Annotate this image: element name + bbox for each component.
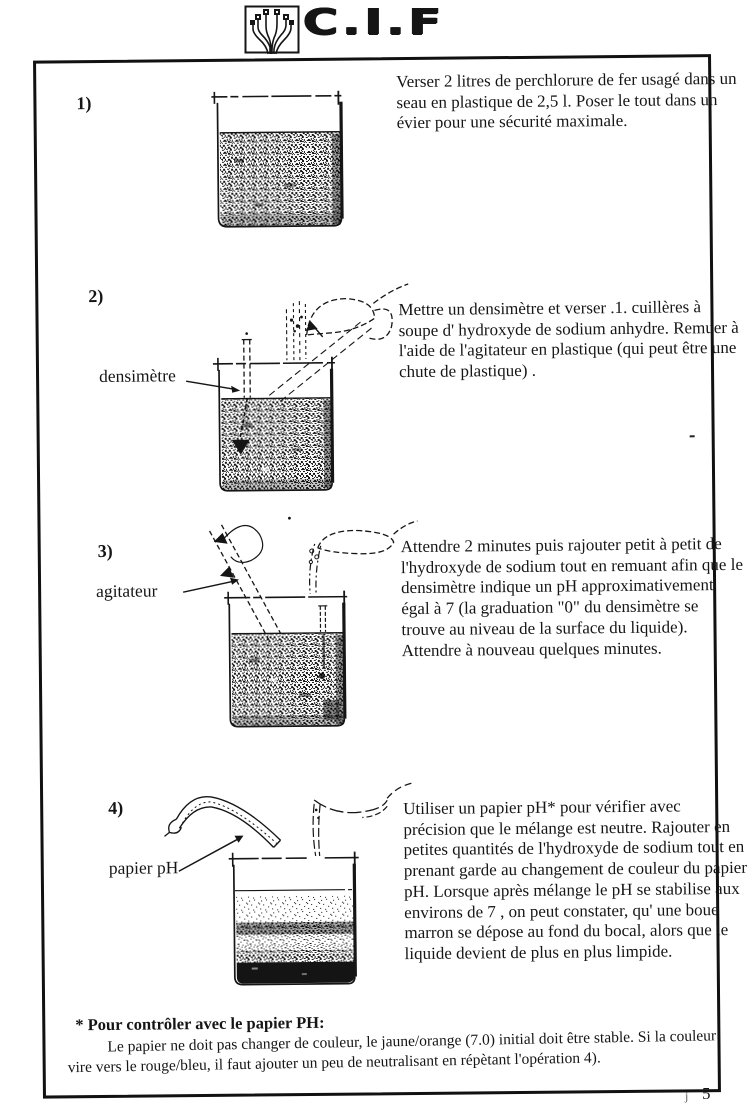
settling-liquid-layers	[235, 890, 355, 984]
cif-logo-text: C.I.F	[303, 1, 446, 43]
step-2-number: 2)	[88, 285, 104, 307]
spoon-icon	[288, 516, 418, 555]
densimeter-label-arrow	[186, 381, 240, 394]
spoon-icon	[306, 284, 409, 340]
step-2-mixing-illustration	[90, 272, 412, 505]
agitator-label-arrow	[183, 578, 239, 593]
container-spout	[314, 783, 412, 818]
cif-circuit-logo-icon	[244, 5, 300, 55]
step-1-beaker-illustration	[193, 87, 364, 244]
step-3-stirring-illustration	[87, 507, 419, 750]
step-3-text: Attendre 2 minutes puis rajouter petit à petit de l'hydroxyde de sodium tout en remuant afin que le densimètre indique un pH approximativement égal à 7 (la graduation "0" du densimètre se trouve au niveau de la surface du liquide). Attendre à nouveau quelques minutes.	[400, 534, 744, 660]
page-number: 5	[702, 1084, 711, 1103]
step-1-number: 1)	[76, 93, 92, 114]
step-4-text: Utiliser un papier pH* pour vérifier avec précision que le mélange est neutre. Rajouter en petites quantités de l'hydroxyde de sodium tout en prenant garde au changement de couleur du papier pH. Lorsque après mélange le pH se stabilise aux environs de 7 , on peut constater, qu' une boue marron se dépose au fond du bocal, alors que le liquide devient de plus en plus limpide.	[403, 796, 748, 964]
content-frame	[33, 54, 748, 1098]
step-2-text: Mettre un densimètre et verser .1. cuillères à soupe d' hydroxyde de sodium anhydre. Remuer à l'aide de l'agitateur en plastique (qui peut être une chute de plastique) .	[398, 297, 739, 382]
header	[0, 0, 753, 58]
footnote-title: * Pour contrôler avec le papier PH:	[75, 1012, 325, 1035]
powder-stream	[286, 301, 306, 360]
liquid	[220, 132, 341, 226]
pour-stream	[313, 804, 321, 856]
agitator-label: agitateur	[96, 580, 158, 602]
footnote-body: Le papier ne doit pas changer de couleur, le jaune/orange (7.0) initial doit être stable. Si la couleur vire vers le rouge/bleu, il faut ajouter un peu de neutralisant en répètant l'opération 4).	[67, 1027, 717, 1077]
page-margin-mark: j	[685, 1089, 689, 1103]
stir-motion-lines	[269, 320, 375, 401]
densimeter-label: densimètre	[98, 365, 176, 387]
step-1-text: Verser 2 litres de perchlorure de fer usagé dans un seau en plastique de 2,5 l. Poser le tout dans un évier pour une sécurité maximale.	[396, 68, 737, 133]
step-3-number: 3)	[97, 540, 113, 562]
ph-paper-icon	[164, 796, 280, 848]
powder-stream	[309, 544, 321, 594]
step-4-ph-test-illustration	[90, 777, 422, 1025]
agitator-icon	[209, 524, 280, 640]
step-4-number: 4)	[108, 797, 124, 818]
ph-paper-label: papier pH	[108, 857, 179, 878]
scan-speck	[690, 435, 695, 437]
